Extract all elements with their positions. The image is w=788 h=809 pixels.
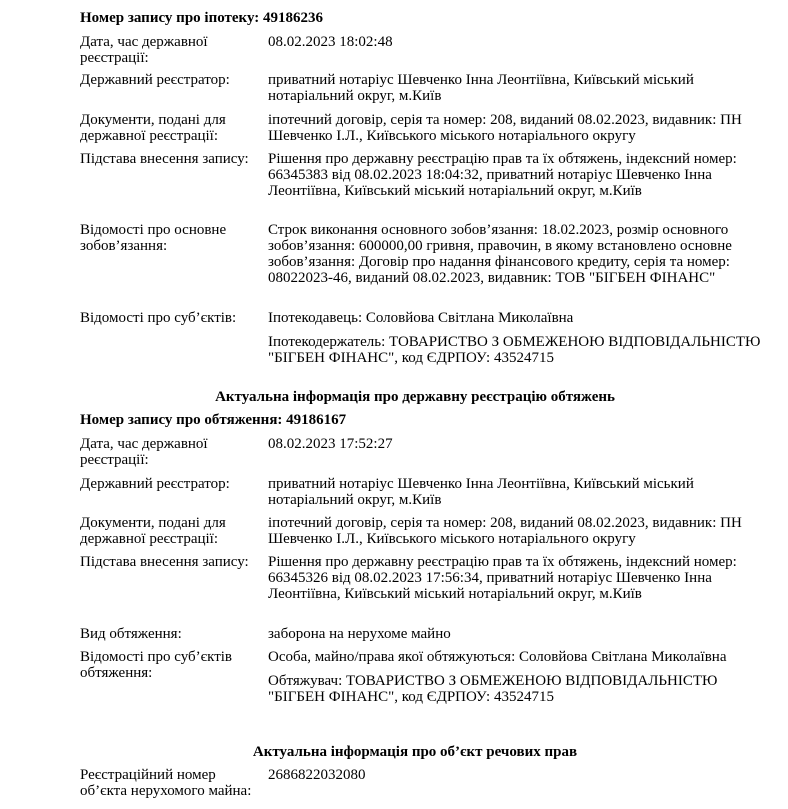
row-value: 2686822032080 bbox=[268, 767, 366, 783]
row-label: Реєстраційний номер об’єкта нерухомого майна: bbox=[80, 767, 252, 799]
row-value bbox=[268, 649, 768, 705]
mortgage-record-header: Номер запису про іпотеку: 49186236 bbox=[80, 10, 324, 26]
row-value: приватний нотаріус Шевченко Інна Леонтіївна, Київський міський нотаріальний округ, м.Київ bbox=[268, 476, 694, 508]
property-section-title: Актуальна інформація про об’єкт речових прав bbox=[252, 744, 578, 760]
row-value: Рішення про державну реєстрацію прав та їх обтяжень, індексний номер: 66345326 від 08.02.2023 17:56:34, приватний нотаріус Шевченко Інна Леонтіївна, Київський міський нотаріальний округ, м.Київ bbox=[268, 554, 737, 602]
row-value: 08.02.2023 17:52:27 bbox=[268, 436, 393, 452]
row-value: приватний нотаріус Шевченко Інна Леонтіївна, Київський міський нотаріальний округ, м.Київ bbox=[268, 72, 694, 104]
row-label: Державний реєстратор: bbox=[80, 476, 230, 492]
mortgagee-text: Іпотекодержатель: ТОВАРИСТВО З ОБМЕЖЕНОЮ ВІДПОВІДАЛЬНІСТЮ "БІГБЕН ФІНАНС", код ЄДРПОУ: 43524715 bbox=[268, 334, 761, 366]
encumbrance-record-header: Номер запису про обтяження: 49186167 bbox=[80, 412, 347, 428]
row-value: Рішення про державну реєстрацію прав та їх обтяжень, індексний номер: 66345383 від 08.02.2023 18:04:32, приватний нотаріус Шевченко Інна Леонтіївна, Київський міський нотаріальний округ, м.Київ bbox=[268, 151, 737, 199]
row-label: Відомості про основне зобов’язання: bbox=[80, 222, 227, 254]
row-label: Дата, час державної реєстрації: bbox=[80, 34, 208, 66]
row-label: Підстава внесення запису: bbox=[80, 151, 249, 167]
mortgagor-text: Іпотекодавець: Соловйова Світлана Миколаївна bbox=[268, 310, 574, 326]
row-value bbox=[268, 310, 768, 366]
row-value: 08.02.2023 18:02:48 bbox=[268, 34, 393, 50]
row-label: Вид обтяження: bbox=[80, 626, 182, 642]
row-label: Дата, час державної реєстрації: bbox=[80, 436, 208, 468]
encumbrance-section-title: Актуальна інформація про державну реєстрацію обтяжень bbox=[215, 389, 615, 405]
row-label: Підстава внесення запису: bbox=[80, 554, 249, 570]
row-label: Державний реєстратор: bbox=[80, 72, 230, 88]
encumbrancer-text: Обтяжувач: ТОВАРИСТВО З ОБМЕЖЕНОЮ ВІДПОВІДАЛЬНІСТЮ "БІГБЕН ФІНАНС", код ЄДРПОУ: 43524715 bbox=[268, 673, 718, 705]
row-value: заборона на нерухоме майно bbox=[268, 626, 451, 642]
row-label: Відомості про суб’єктів обтяження: bbox=[80, 649, 233, 681]
row-value: Строк виконання основного зобов’язання: 18.02.2023, розмір основного зобов’язання: 600000,00 гривня, правочин, в якому встановлено основне зобов’язання: Договір про надання фінансового кредиту, серія та номер: 08022023-46, виданий 08.02.2023, видавник: ТОВ "БІГБЕН ФІНАНС" bbox=[268, 222, 732, 286]
row-label: Документи, подані для державної реєстрації: bbox=[80, 112, 226, 144]
row-label: Документи, подані для державної реєстрації: bbox=[80, 515, 226, 547]
row-label: Відомості про суб’єктів: bbox=[80, 310, 237, 326]
row-value: іпотечний договір, серія та номер: 208, виданий 08.02.2023, видавник: ПН Шевченко І.Л., Київського міського нотаріального округу bbox=[268, 112, 742, 144]
row-value: іпотечний договір, серія та номер: 208, виданий 08.02.2023, видавник: ПН Шевченко І.Л., Київського міського нотаріального округу bbox=[268, 515, 742, 547]
encumbered-person-text: Особа, майно/права якої обтяжуються: Соловйова Світлана Миколаївна bbox=[268, 649, 727, 665]
